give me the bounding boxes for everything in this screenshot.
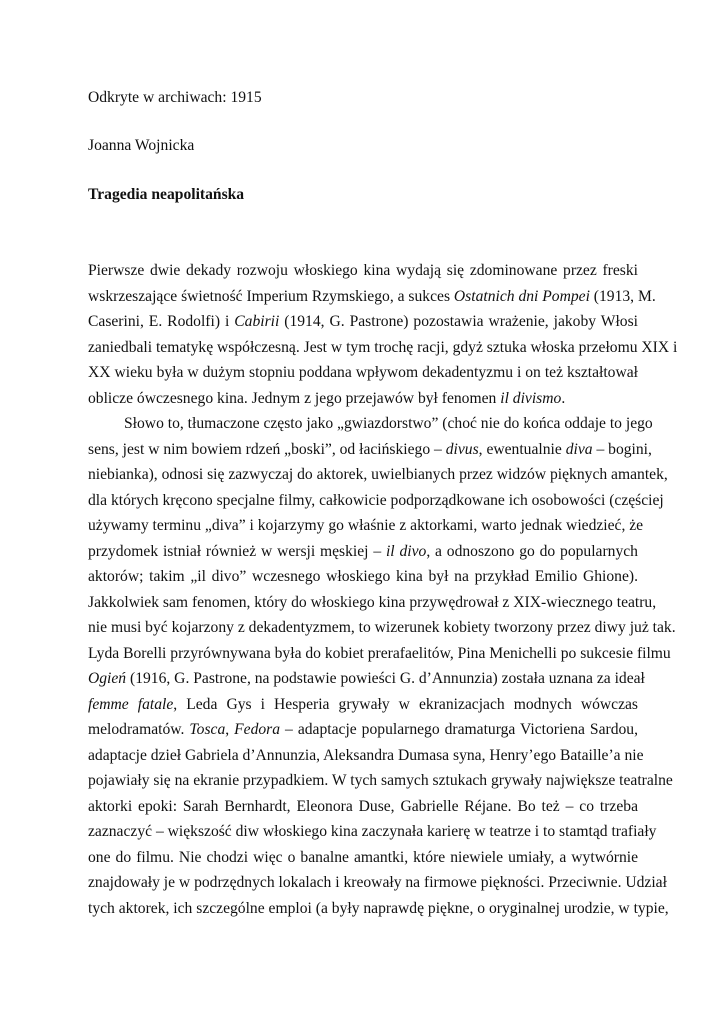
text-segment: oblicze ówczesnego kina. Jednym z jego przejawów był fenomen xyxy=(88,389,501,407)
body-line xyxy=(88,794,638,820)
body-line xyxy=(88,743,644,769)
text-segment: adaptacje dzieł Gabriela d’Annunzia, Aleksandra Dumasa syna, Henry’ego Bataille’a nie xyxy=(88,746,644,764)
body-line xyxy=(88,284,656,310)
text-segment: one do filmu. Nie chodzi więc o banalne amantki, które niewiele umiały, a wytwórnie xyxy=(88,848,638,866)
text-segment: melodramatów. xyxy=(88,721,190,738)
body-line xyxy=(88,870,667,896)
body-line xyxy=(88,896,669,922)
italic-text: diva xyxy=(565,440,593,458)
text-segment: , ewentualnie xyxy=(478,440,566,458)
italic-text: femme fatale xyxy=(88,695,174,713)
body-line xyxy=(88,539,638,565)
body-line xyxy=(88,360,638,386)
text-segment: dla których kręcono specjalne filmy, całkowicie podporządkowane ich osobowości (częściej xyxy=(88,491,664,509)
text-segment: (1916, G. Pastrone, na podstawie powieści G. d’Annunzia) została uznana za ideał xyxy=(126,670,645,687)
body-line xyxy=(88,845,638,871)
text-segment: Caserini, E. Rodolfi) i xyxy=(88,313,235,330)
text-segment: aktorki epoki: Sarah Bernhardt, Eleonora Duse, Gabrielle Réjane. Bo też – co trzeba xyxy=(88,797,638,815)
text-segment: zaniedbali tematykę współczesną. Jest w tym trochę racji, gdyż sztuka włoska przełomu XIX i xyxy=(88,338,678,356)
author-name: Joanna Wojnicka xyxy=(88,137,195,154)
text-segment: Lyda Borelli przyrównywana była do kobiet prerafaelitów, Pina Menichelli po sukcesie filmu xyxy=(88,644,671,662)
text-segment: nie musi być kojarzony z dekadentyzmem, to wizerunek kobiety tworzony przez diwy już tak. xyxy=(88,619,676,636)
text-segment: – adaptacje popularnego dramaturga Victoriena Sardou, xyxy=(280,721,638,738)
text-segment: , Leda Gys i Hesperia grywały w ekranizacjach modnych wówczas xyxy=(173,695,638,713)
text-segment: znajdowały je w podrzędnych lokalach i kreowały na firmowe piękności. Przeciwnie. Udział xyxy=(88,874,667,891)
text-segment: Jakkolwiek sam fenomen, który do włoskiego kina przywędrował z XIX-wiecznego teatru, xyxy=(88,593,657,611)
source-line: Odkryte w archiwach: 1915 xyxy=(88,89,262,106)
text-segment: , a odnoszono go do popularnych xyxy=(426,542,638,560)
text-segment: Słowo to, tłumaczone często jako „gwiazdorstwo” (choć nie do końca oddaje to jego xyxy=(124,415,653,432)
text-segment: zaznaczyć – większość diw włoskiego kina zaczynała karierę w teatrze i to stamtąd trafiały xyxy=(88,823,657,840)
text-segment: XX wieku była w dużym stopniu poddana wpływom dekadentyzmu i on też kształtował xyxy=(88,364,638,381)
body-line xyxy=(88,386,638,412)
text-segment: pojawiały się na ekranie przypadkiem. W tych samych sztukach grywały największe teatralne xyxy=(88,772,673,789)
body-line xyxy=(88,768,673,794)
italic-text: Tosca xyxy=(189,721,226,738)
text-segment: . xyxy=(561,389,566,407)
body-line xyxy=(88,819,657,845)
italic-text: divus xyxy=(445,440,479,458)
body-line xyxy=(88,513,644,539)
body-line xyxy=(88,335,678,361)
body-line xyxy=(88,641,671,667)
text-segment: – bogini, xyxy=(592,440,652,458)
italic-text: Fedora xyxy=(234,721,281,738)
body-line xyxy=(88,462,668,488)
body-line xyxy=(88,666,645,692)
body-line xyxy=(88,590,657,616)
italic-text: Cabirii xyxy=(234,313,280,330)
text-segment: przydomek istniał również w wersji męskiej – xyxy=(88,542,386,560)
body-line xyxy=(88,615,676,641)
italic-text: il divo xyxy=(385,542,427,560)
text-segment: wskrzeszające świetność Imperium Rzymskiego, a sukces xyxy=(88,287,454,305)
article-title: Tragedia neapolitańska xyxy=(88,186,245,203)
italic-text: il divismo xyxy=(500,389,562,407)
body-line xyxy=(88,692,638,718)
article-body xyxy=(88,258,678,921)
text-segment: sens, jest w nim bowiem rdzeń „boski”, od łacińskiego – xyxy=(88,440,446,458)
body-line xyxy=(88,717,638,743)
body-line xyxy=(88,411,653,437)
text-segment: tych aktorek, ich szczególne emploi (a były naprawdę piękne, o oryginalnej urodzie, w typie, xyxy=(88,899,669,917)
text-segment: aktorów; takim „il divo” wczesnego włoskiego kina był na przykład Emilio Ghione). xyxy=(88,568,638,585)
body-line xyxy=(88,488,664,514)
body-line xyxy=(88,258,638,284)
text-segment: Pierwsze dwie dekady rozwoju włoskiego kina wydają się zdominowane przez freski xyxy=(88,262,638,279)
text-segment: , xyxy=(225,721,235,738)
body-line xyxy=(88,309,638,335)
text-segment: (1913, M. xyxy=(589,287,656,305)
text-segment: (1914, G. Pastrone) pozostawia wrażenie, jakoby Włosi xyxy=(279,313,638,330)
body-line xyxy=(88,437,652,463)
text-segment: używamy terminu „diva” i kojarzymy go właśnie z aktorkami, warto jednak wiedzieć, że xyxy=(88,517,644,534)
italic-text: Ogień xyxy=(88,670,127,687)
body-line xyxy=(88,564,638,590)
italic-text: Ostatnich dni Pompei xyxy=(453,287,590,305)
text-segment: niebianka), odnosi się zazwyczaj do aktorek, uwielbianych przez widzów pięknych amantek, xyxy=(88,466,668,483)
